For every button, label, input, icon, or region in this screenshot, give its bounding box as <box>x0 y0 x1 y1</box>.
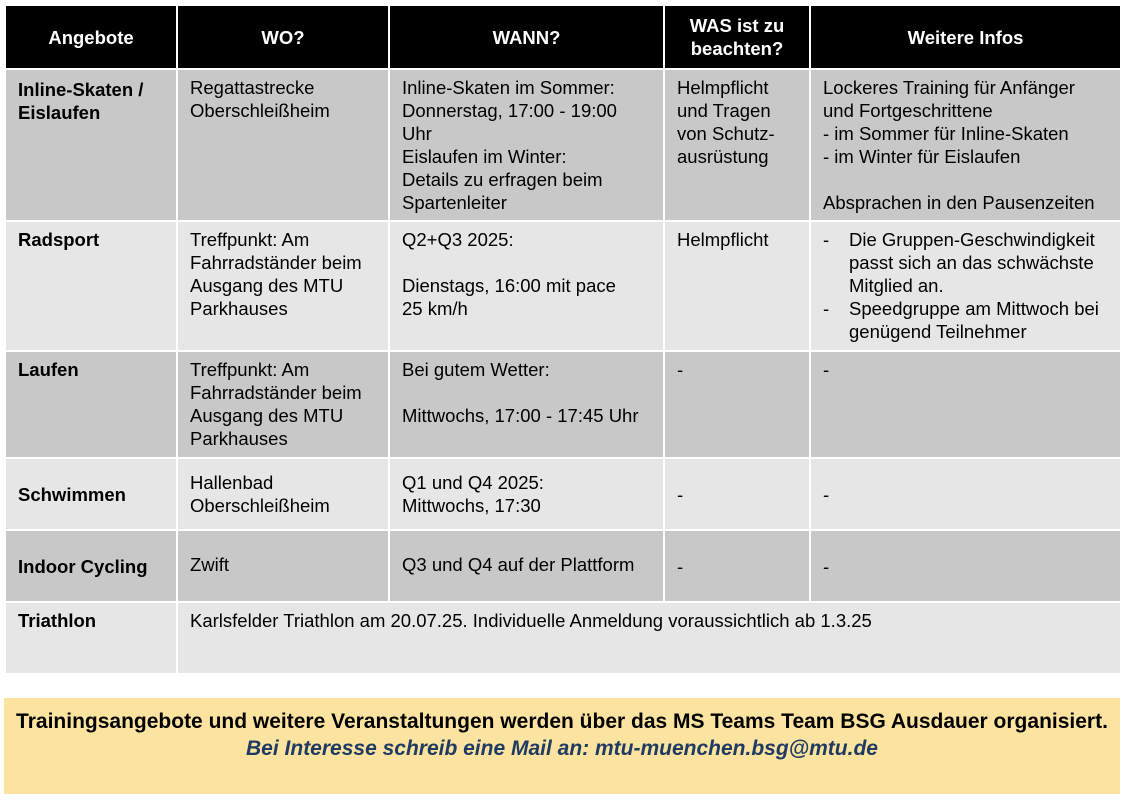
location-cell: Zwift <box>177 530 389 602</box>
footer-note: Trainingsangebote und weitere Veranstaltungen werden über das MS Teams Team BSG Ausdauer organisiert. <box>16 710 1108 733</box>
list-item: - Die Gruppen-Geschwindigkeit passt sich an das schwächste Mitglied an. <box>823 228 1108 297</box>
location-cell: Regattastrecke Oberschleißheim <box>177 69 389 221</box>
time-cell: Q2+Q3 2025: Dienstags, 16:00 mit pace 25 km/h <box>389 221 664 351</box>
header-row <box>5 5 1121 69</box>
time-cell: Q1 und Q4 2025: Mittwochs, 17:30 <box>389 458 664 530</box>
sport-cell: Laufen <box>5 351 177 458</box>
notes-cell: Helmpflicht <box>664 221 810 351</box>
time-cell: Bei gutem Wetter: Mittwochs, 17:00 - 17:45 Uhr <box>389 351 664 458</box>
table-row <box>5 221 1121 351</box>
header-angebote: Angebote <box>5 5 177 69</box>
merged-info-cell: Karlsfelder Triathlon am 20.07.25. Individuelle Anmeldung voraussichtlich ab 1.3.25 <box>177 602 1121 674</box>
info-cell: - <box>810 530 1121 602</box>
table-row <box>5 351 1121 458</box>
sport-cell: Schwimmen <box>5 458 177 530</box>
notes-cell: - <box>664 530 810 602</box>
list-item: - Speedgruppe am Mittwoch bei genügend Teilnehmer <box>823 297 1108 343</box>
sport-cell: Inline-Skaten / Eislaufen <box>5 69 177 221</box>
sport-cell: Triathlon <box>5 602 177 674</box>
sport-cell: Radsport <box>5 221 177 351</box>
sport-cell: Indoor Cycling <box>5 530 177 602</box>
table-row <box>5 530 1121 602</box>
footer-banner <box>4 698 1120 794</box>
footer-contact: Bei Interesse schreib eine Mail an: mtu-muenchen.bsg@mtu.de <box>246 737 878 760</box>
location-cell: Treffpunkt: Am Fahrradständer beim Ausgang des MTU Parkhauses <box>177 221 389 351</box>
schedule-table <box>4 4 1122 675</box>
info-list <box>823 228 1108 343</box>
header-infos: Weitere Infos <box>810 5 1121 69</box>
info-cell: Lockeres Training für Anfänger und Fortgeschrittene - im Sommer für Inline-Skaten - im Winter für Eislaufen Absprachen in den Pausenzeiten <box>810 69 1121 221</box>
time-cell: Inline-Skaten im Sommer: Donnerstag, 17:00 - 19:00 Uhr Eislaufen im Winter: Details zu erfragen beim Spartenleiter <box>389 69 664 221</box>
info-cell <box>810 221 1121 351</box>
location-cell: Treffpunkt: Am Fahrradständer beim Ausgang des MTU Parkhauses <box>177 351 389 458</box>
time-cell: Q3 und Q4 auf der Plattform <box>389 530 664 602</box>
notes-cell: - <box>664 351 810 458</box>
header-wann: WANN? <box>389 5 664 69</box>
table-row <box>5 69 1121 221</box>
header-wo: WO? <box>177 5 389 69</box>
header-was: WAS ist zu beachten? <box>664 5 810 69</box>
table-row <box>5 458 1121 530</box>
location-cell: Hallenbad Oberschleißheim <box>177 458 389 530</box>
notes-cell: - <box>664 458 810 530</box>
notes-cell: Helmpflicht und Tragen von Schutz- ausrüstung <box>664 69 810 221</box>
info-cell: - <box>810 458 1121 530</box>
table-row <box>5 602 1121 674</box>
info-cell: - <box>810 351 1121 458</box>
